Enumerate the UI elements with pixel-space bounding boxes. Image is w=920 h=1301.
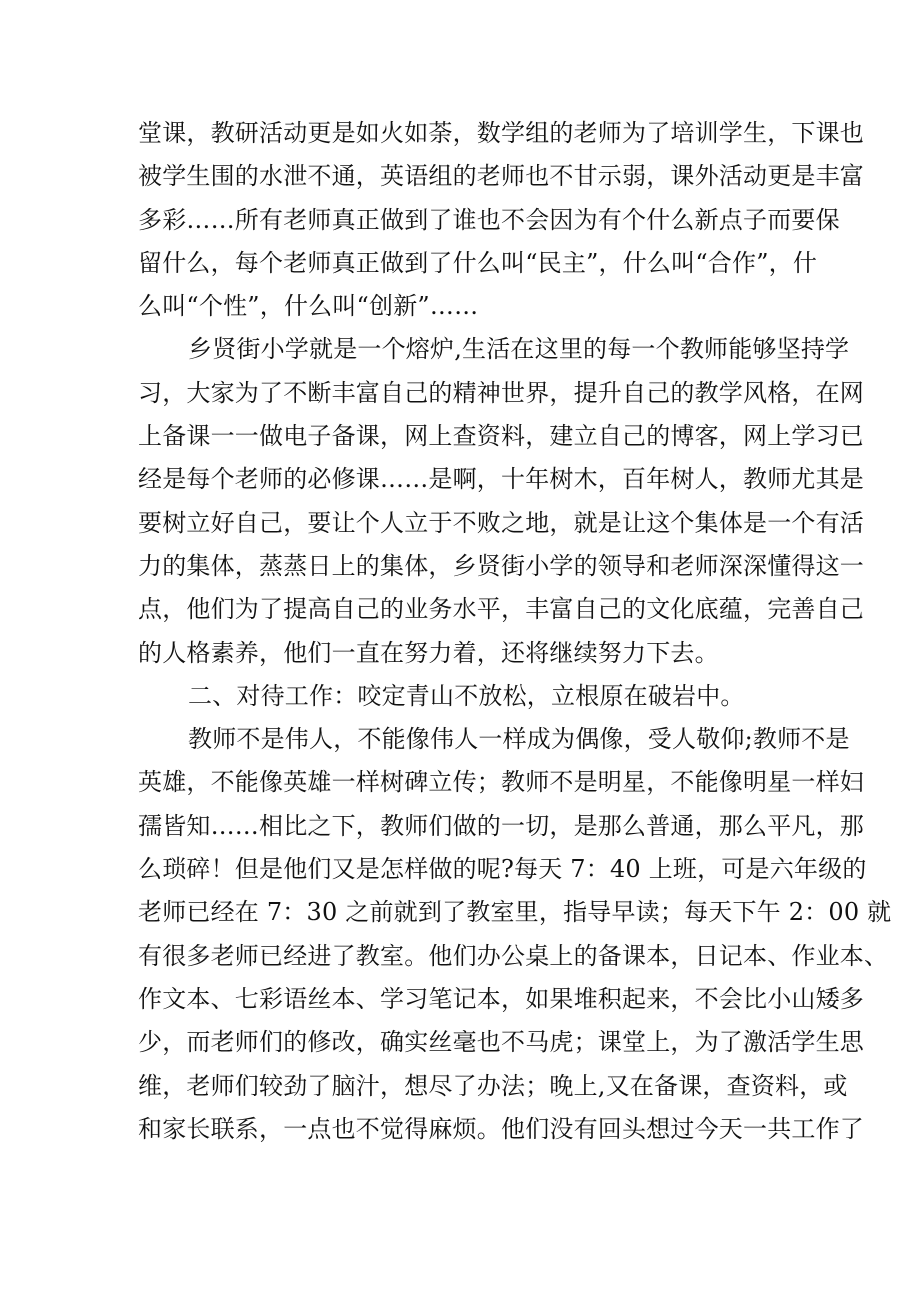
text-line: 乡贤街小学就是一个熔炉,生活在这里的每一个教师能够坚持学 xyxy=(188,335,850,364)
text-line: 习，大家为了不断丰富自己的精神世界，提升自己的教学风格，在网 xyxy=(138,378,864,407)
text-line: 作文本、七彩语丝本、学习笔记本，如果堆积起来，不会比小山矮多 xyxy=(138,984,864,1013)
paragraph-3 xyxy=(138,718,892,1151)
document-body xyxy=(138,112,892,1151)
text-line: 老师已经在 7：30 之前就到了教室里，指导早读；每天下午 2：00 就 xyxy=(138,898,892,927)
paragraph-2 xyxy=(138,328,864,674)
text-line: 上备课一一做电子备课，网上查资料，建立自己的博客，网上学习已 xyxy=(138,422,864,451)
text-line: 维，老师们较劲了脑汁，想尽了办法；晚上,又在备课，查资料，或 xyxy=(138,1071,848,1100)
text-line: 被学生围的水泄不通，英语组的老师也不甘示弱，课外活动更是丰富 xyxy=(138,162,864,191)
text-line: 和家长联系，一点也不觉得麻烦。他们没有回头想过今天一共工作了 xyxy=(138,1114,864,1143)
text-line: 么叫“个性”，什么叫“创新”…… xyxy=(138,292,479,321)
text-line: 英雄，不能像英雄一样树碑立传；教师不是明星，不能像明星一样妇 xyxy=(138,768,864,797)
text-line: 教师不是伟人，不能像伟人一样成为偶像，受人敬仰;教师不是 xyxy=(188,725,850,754)
text-line: 要树立好自己，要让个人立于不败之地，就是让这个集体是一个有活 xyxy=(138,508,864,537)
text-line: 留什么，每个老师真正做到了什么叫“民主”，什么叫“合作”，什 xyxy=(138,248,818,277)
text-line: 少，而老师们的修改，确实丝毫也不马虎；课堂上，为了激活学生思 xyxy=(138,1028,864,1057)
text-line: 孺皆知……相比之下，教师们做的一切，是那么普通，那么平凡，那 xyxy=(138,811,864,840)
text-line: 么琐碎！但是他们又是怎样做的呢?每天 7：40 上班，可是六年级的 xyxy=(138,855,867,884)
text-line: 堂课，教研活动更是如火如荼，数学组的老师为了培训学生，下课也 xyxy=(138,119,864,147)
section-heading-text: 二、对待工作：咬定青山不放松，立根原在破岩中。 xyxy=(188,681,745,710)
section-heading xyxy=(138,675,786,718)
text-line: 的人格素养，他们一直在努力着，还将继续努力下去。 xyxy=(138,638,719,667)
text-line: 点，他们为了提高自己的业务水平，丰富自己的文化底蕴，完善自己 xyxy=(138,595,864,624)
text-line: 有很多老师已经进了教室。他们办公桌上的备课本，日记本、作业本、 xyxy=(138,941,889,970)
paragraph-1 xyxy=(138,112,864,328)
text-line: 力的集体，蒸蒸日上的集体，乡贤街小学的领导和老师深深懂得这一 xyxy=(138,551,864,580)
text-line: 多彩……所有老师真正做到了谁也不会因为有个什么新点子而要保 xyxy=(138,205,840,234)
text-line: 经是每个老师的必修课……是啊，十年树木，百年树人，教师尤其是 xyxy=(138,465,864,494)
